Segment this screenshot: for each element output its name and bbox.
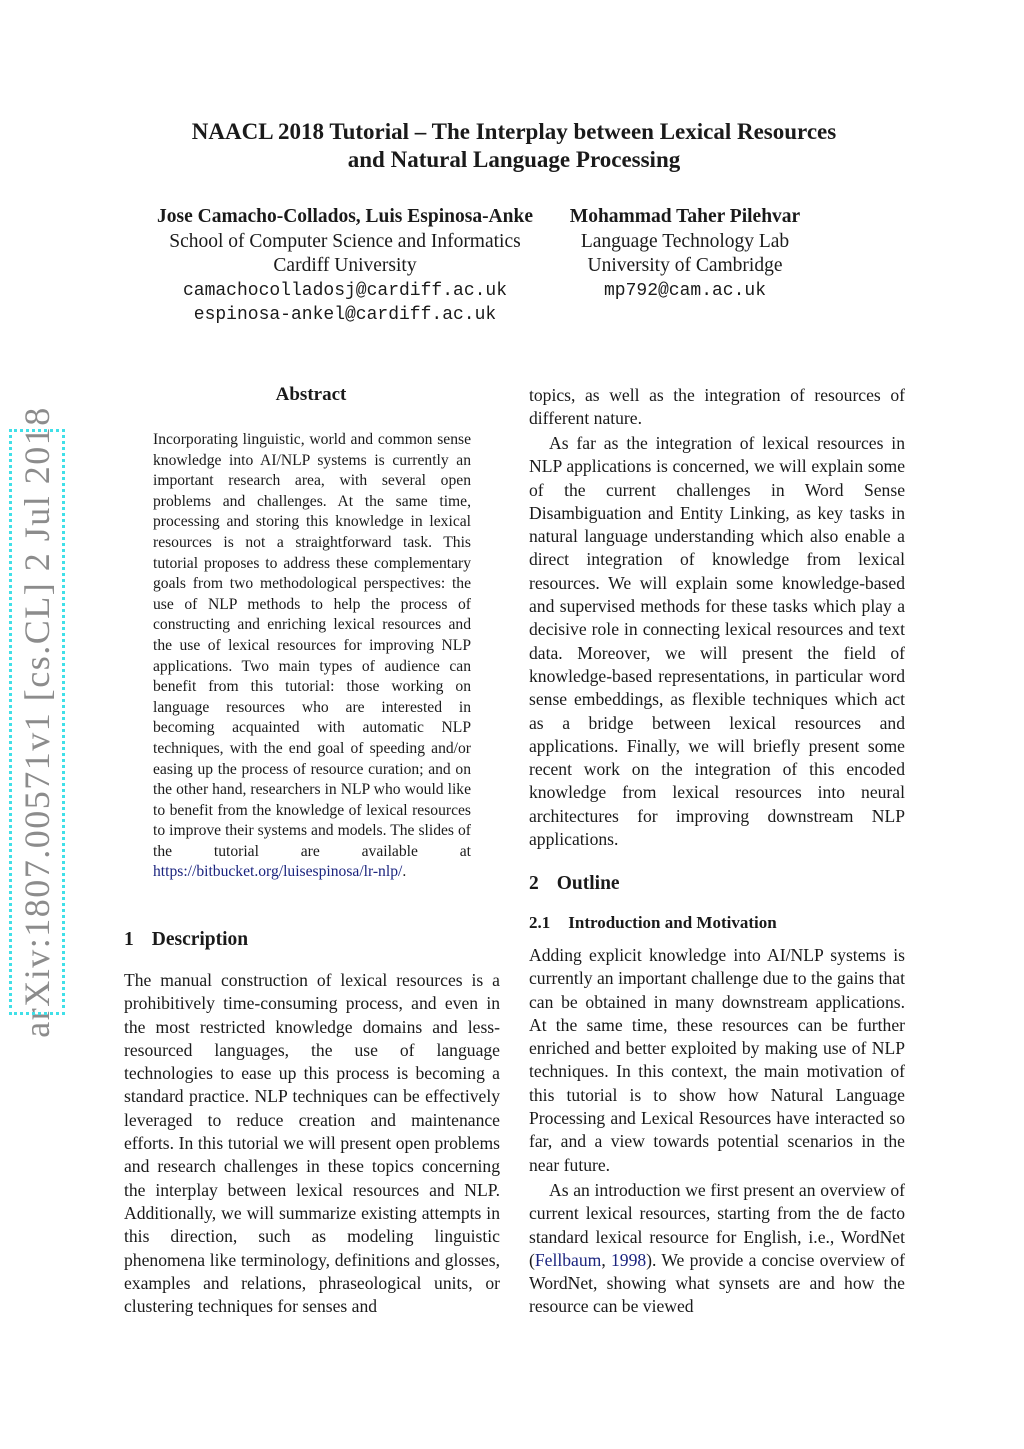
abstract-text: Incorporating linguistic, world and common sense knowledge into AI/NLP systems is currently an important research area, with several open problems and challenges. At the same time, processing and storing this knowledge in lexical resources is not a straightforward task. This tutorial proposes to address these complementary goals from two methodological perspectives: the use of NLP methods to help the process of constructing and enriching lexical resources and the use of lexical resources for improving NLP applications. Two main types of audience can benefit from this tutorial: those working on language resources who are interested in becoming acquainted with automatic NLP techniques, with the end goal of speeding and/or easing up the process of resource curation; and on the other hand, researchers in NLP who would like to benefit from the knowledge of lexical resources to improve their systems and models. The slides of the tutorial are available at <box>153 431 471 860</box>
subsection-number: 2.1 <box>529 913 551 932</box>
abstract-heading: Abstract <box>275 384 347 405</box>
section-2-heading <box>529 873 620 895</box>
author-email[interactable]: espinosa-ankel@cardiff.ac.uk <box>193 305 497 325</box>
section-title: Description <box>151 929 249 950</box>
paper-title <box>120 118 908 174</box>
author-block-cambridge <box>560 205 810 303</box>
overview-text: As an introduction we first present an overview of current lexical resources, starting from the de facto standard lexical resource for English, i.e., WordNet ( <box>529 1180 905 1270</box>
abstract-link-end: . <box>402 863 407 881</box>
author-names: Mohammad Taher Pilehvar <box>569 206 801 227</box>
section-1-heading <box>124 929 248 951</box>
section-title: Outline <box>556 873 620 894</box>
continued-paragraph: topics, as well as the integration of resources of different nature. <box>529 385 905 429</box>
author-email[interactable]: mp792@cam.ac.uk <box>603 280 767 301</box>
author-institution: Cardiff University <box>273 255 417 276</box>
subsection-2-1-heading <box>529 913 777 933</box>
subsection-title: Introduction and Motivation <box>568 913 777 932</box>
author-names: Jose Camacho-Collados, Luis Espinosa-Anke <box>157 206 533 227</box>
author-block-cardiff <box>140 205 550 328</box>
integration-paragraph: As far as the integration of lexical resources in NLP applications is concerned, we will explain some of the current challenges in Word Sense Disambiguation and Entity Linking, as key tasks in natural language understanding which also enable a direct integration of knowledge from lexical resources. We will explain some knowledge-based and supervised methods for these tasks which play a decisive role in connecting lexical resources and text data. Moreover, we will present the field of knowledge-based representations, in particular word sense embeddings, as flexible techniques which act as a bridge between lexical resources and applications. Finally, we will briefly present some recent work on the integration of this encoded knowledge from lexical resources into neural architectures for improving downstream NLP applications. <box>529 433 905 850</box>
motivation-paragraph: Adding explicit knowledge into AI/NLP systems is currently an important challenge due to the gains that can be obtained in many downstream applications. At the same time, these resources can be further enriched and better exploited by making use of NLP techniques. In this context, the main motivation of this tutorial is to show how Natural Language Processing and Lexical Resources have interacted so far, and a view towards potential scenarios in the near future. <box>529 945 905 1175</box>
author-email[interactable]: camachocolladosj@cardiff.ac.uk <box>182 280 508 301</box>
author-affiliation: School of Computer Science and Informatics <box>169 230 521 252</box>
citation-author[interactable]: Fellbaum <box>534 1249 602 1270</box>
abstract-body <box>153 430 471 883</box>
citation-year[interactable]: 1998 <box>610 1249 647 1270</box>
citation-sep: , <box>601 1249 611 1270</box>
overview-text-cont: ). We provide a concise overview of WordNet, showing what synsets are and how the resource can be viewed <box>529 1249 906 1317</box>
section-number: 2 <box>529 873 539 894</box>
title-line-2: and Natural Language Processing <box>347 147 681 172</box>
title-line-1: NAACL 2018 Tutorial – The Interplay between Lexical Resources <box>191 119 837 144</box>
author-affiliation: Language Technology Lab <box>580 230 790 252</box>
section-number: 1 <box>124 929 134 950</box>
arxiv-identifier-stamp: arXiv:1807.00571v1 [cs.CL] 2 Jul 2018 <box>12 432 62 1012</box>
author-institution: University of Cambridge <box>587 255 783 276</box>
section-1-paragraph: The manual construction of lexical resources is a prohibitively time-consuming process, and even in the most restricted knowledge domains and less-resourced languages, the use of language technologies to ease up this process is becoming a standard practice. NLP techniques can be effectively leveraged to reduce creation and maintenance efforts. In this tutorial we will present open problems and research challenges in these topics concerning the interplay between lexical resources and NLP. Additionally, we will summarize existing attempts in this direction, such as modeling linguistic phenomena like terminology, definitions and glosses, examples and relations, phraseological units, or clustering techniques for senses and <box>124 970 500 1317</box>
slides-link[interactable]: https://bitbucket.org/luisespinosa/lr-nlp/ <box>153 863 403 881</box>
overview-paragraph <box>529 1179 905 1319</box>
